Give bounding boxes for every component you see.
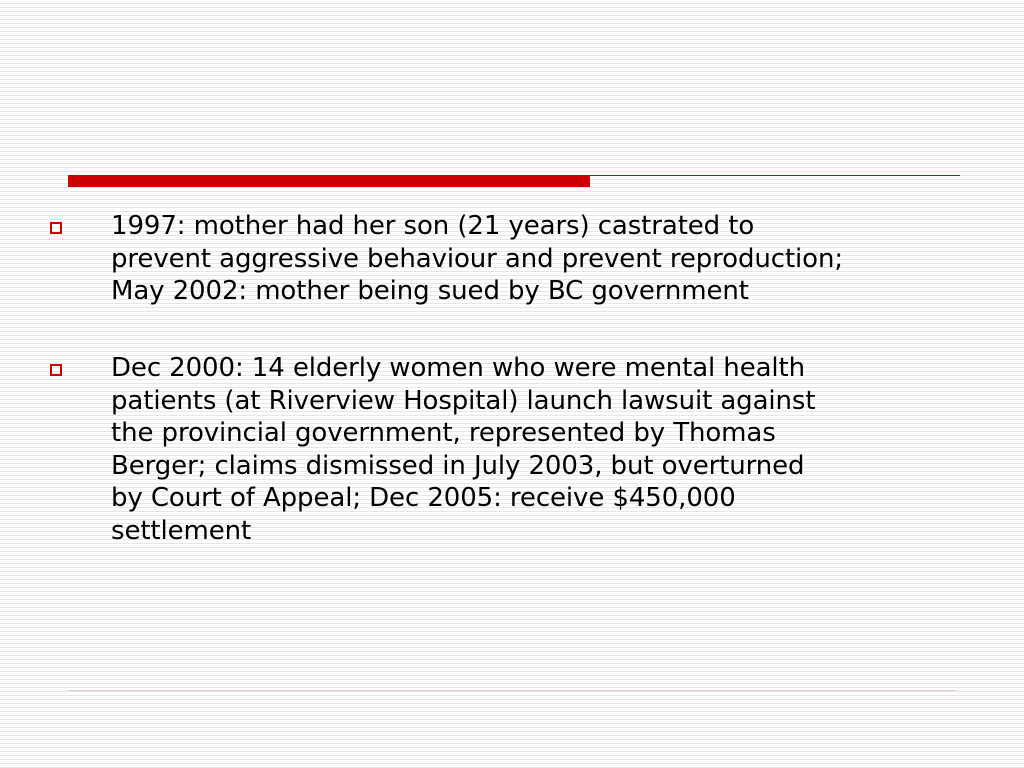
title-divider-thin (590, 175, 960, 176)
bullet-line: prevent aggressive behaviour and prevent reproduction; (111, 243, 844, 274)
footer-divider (68, 690, 956, 691)
bullet-line: settlement (111, 515, 252, 546)
bullet-line: the provincial government, represented by Thomas (111, 418, 776, 448)
hollow-square-bullet-icon (50, 222, 62, 234)
bullet-line: May 2002: mother being sued by BC government (111, 276, 749, 306)
bullet-text (111, 352, 981, 547)
bullet-text (111, 210, 981, 308)
title-divider-thick (68, 175, 590, 187)
hollow-square-bullet-icon (50, 364, 62, 376)
bullet-line: Dec 2000: 14 elderly women who were mental health (111, 353, 806, 383)
bullet-line: patients (at Riverview Hospital) launch lawsuit against (111, 385, 816, 416)
bullet-line: 1997: mother had her son (21 years) castrated to (111, 211, 755, 241)
bullet-line: by Court of Appeal; Dec 2005: receive $450,000 (111, 483, 736, 513)
bullet-line: Berger; claims dismissed in July 2003, but overturned (111, 450, 805, 481)
